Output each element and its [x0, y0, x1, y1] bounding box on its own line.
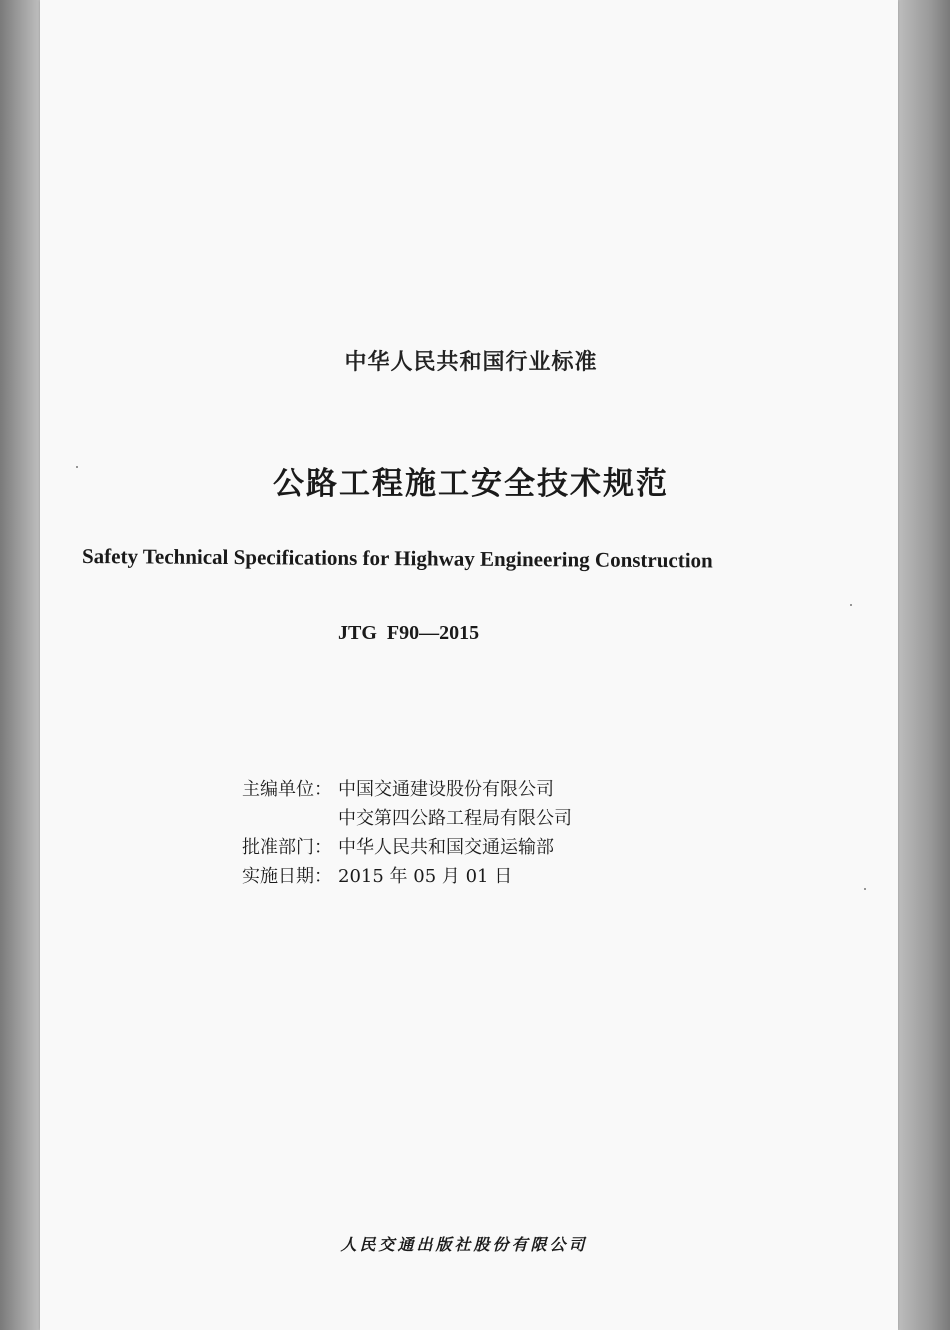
info-label: 主编单位：	[242, 779, 332, 800]
info-row-editor	[242, 775, 572, 804]
standard-code: JTG F90—2015	[338, 622, 480, 644]
info-value: 中国交通建设股份有限公司	[338, 779, 554, 800]
standard-type-heading: 中华人民共和国行业标准	[344, 350, 598, 375]
document-page	[40, 0, 898, 1330]
scan-speck	[864, 888, 866, 890]
scan-speck	[850, 604, 852, 606]
info-value: 中华人民共和国交通运输部	[338, 837, 554, 858]
info-row-effective-date	[242, 862, 572, 891]
info-row-approver	[242, 833, 572, 862]
scan-speck	[76, 466, 78, 468]
info-label: 实施日期：	[242, 866, 332, 887]
info-label: 批准部门：	[242, 837, 332, 858]
info-value: 中交第四公路工程局有限公司	[338, 808, 572, 829]
publisher-name: 人民交通出版社股份有限公司	[340, 1235, 588, 1254]
info-value: 2015 年 05 月 01 日	[338, 866, 513, 887]
info-row-co-editor	[242, 804, 572, 833]
document-title-chinese: 公路工程施工安全技术规范	[273, 466, 669, 502]
publication-info	[242, 775, 572, 891]
document-title-english: Safety Technical Specifications for Highway Engineering Construction	[81, 544, 713, 573]
